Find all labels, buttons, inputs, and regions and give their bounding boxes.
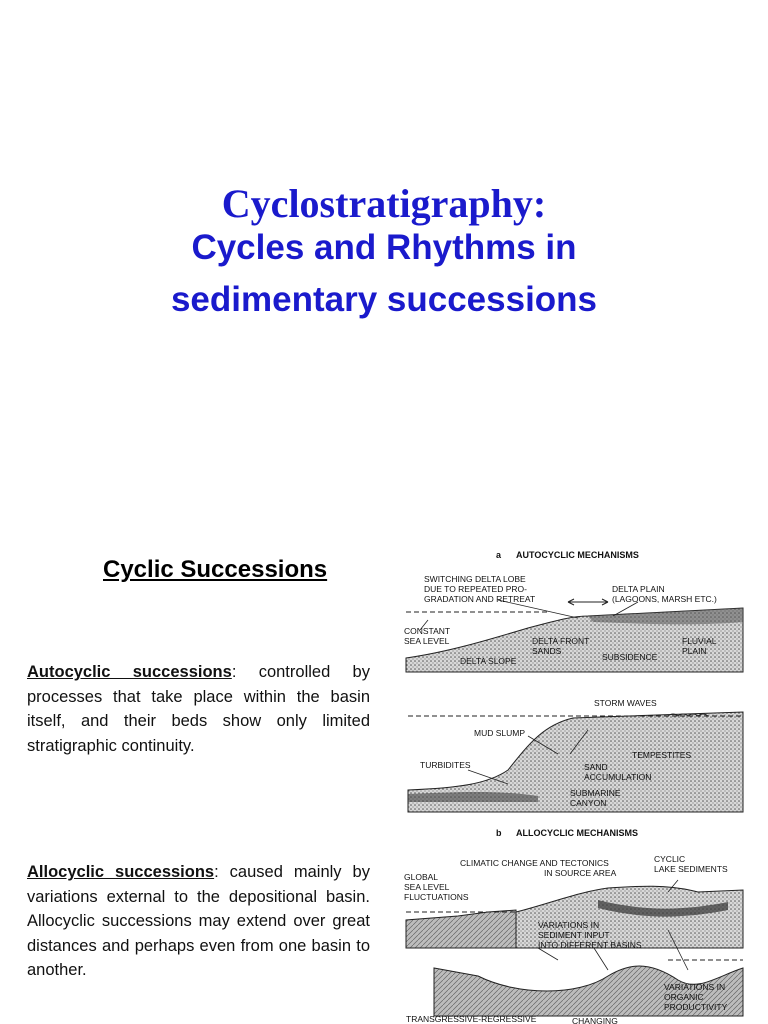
label-variations-3: INTO DIFFERENT BASINS xyxy=(538,940,642,950)
autocyclic-text: : controlled by processes that take place within the basin itself, and their beds show only limited stratigraphic continuity. xyxy=(27,663,370,755)
label-organic-3: PRODUCTIVITY xyxy=(664,1002,728,1012)
label-sand-1: SAND xyxy=(584,762,608,772)
label-sand-2: ACCUMULATION xyxy=(584,772,652,782)
delta-plain-layer xyxy=(588,608,743,624)
slide-title-line-1: Cyclostratigraphy: xyxy=(221,181,547,226)
label-global-2: SEA LEVEL xyxy=(404,882,450,892)
slide-title-line-2: Cycles and Rhythms in xyxy=(191,228,577,267)
label-turbidites: TURBIDITES xyxy=(420,760,471,770)
panel-b-letter: b xyxy=(496,828,502,838)
allocyclic-text: : caused mainly by variations external to the depositional basin. Allocyclic successions may extend over great distances and perhaps even from one basin to another. xyxy=(27,863,370,979)
label-mud-slump: MUD SLUMP xyxy=(474,728,526,738)
slide-title-line-3: sedimentary successions xyxy=(170,280,598,319)
label-tempestites: TEMPESTITES xyxy=(632,750,692,760)
label-switching-2: DUE TO REPEATED PRO- xyxy=(424,584,527,594)
label-constant-2: SEA LEVEL xyxy=(404,636,450,646)
label-subsidence: SUBSIDENCE xyxy=(602,652,658,662)
label-submarine-1: SUBMARINE xyxy=(570,788,621,798)
label-fluvial-1: FLUVIAL xyxy=(682,636,717,646)
label-fluvial-2: PLAIN xyxy=(682,646,707,656)
allocyclic-paragraph xyxy=(27,860,370,983)
allocyclic-term: Allocyclic successions xyxy=(27,863,215,881)
label-delta-front-2: SANDS xyxy=(532,646,562,656)
label-switching-1: SWITCHING DELTA LOBE xyxy=(424,574,526,584)
label-delta-plain-2: (LAGOONS, MARSH ETC.) xyxy=(612,594,717,604)
basin-1-shape xyxy=(406,910,516,948)
label-organic-1: VARIATIONS IN xyxy=(664,982,726,992)
switching-arrow-icon xyxy=(568,599,608,605)
label-delta-plain-1: DELTA PLAIN xyxy=(612,584,665,594)
label-cyclic-2: LAKE SEDIMENTS xyxy=(654,864,728,874)
autocyclic-term: Autocyclic successions xyxy=(27,663,232,681)
panel-a-letter: a xyxy=(496,550,502,560)
label-delta-slope: DELTA SLOPE xyxy=(460,656,517,666)
mechanisms-diagram xyxy=(398,540,750,1024)
label-constant-1: CONSTANT xyxy=(404,626,451,636)
label-climatic-2: IN SOURCE AREA xyxy=(544,868,617,878)
autocyclic-paragraph xyxy=(27,660,370,758)
label-delta-front-1: DELTA FRONT xyxy=(532,636,590,646)
panel-b-heading: ALLOCYCLIC MECHANISMS xyxy=(516,828,638,838)
label-storm-waves: STORM WAVES xyxy=(594,698,657,708)
label-cyclic-1: CYCLIC xyxy=(654,854,686,864)
panel-a-heading: AUTOCYCLIC MECHANISMS xyxy=(516,550,639,560)
label-switching-3: GRADATION AND RETREAT xyxy=(424,594,536,604)
label-organic-2: ORGANIC xyxy=(664,992,704,1002)
label-global-3: FLUCTUATIONS xyxy=(404,892,469,902)
label-climatic-1: CLIMATIC CHANGE AND TECTONICS xyxy=(460,858,609,868)
label-variations-2: SEDIMENT INPUT xyxy=(538,930,610,940)
label-changing: CHANGING xyxy=(572,1016,618,1024)
label-variations-1: VARIATIONS IN xyxy=(538,920,600,930)
section-heading: Cyclic Successions xyxy=(103,556,328,583)
label-submarine-2: CANYON xyxy=(570,798,607,808)
label-global-1: GLOBAL xyxy=(404,872,439,882)
mechanisms-figure xyxy=(398,540,750,1024)
label-transgressive: TRANSGRESSIVE-REGRESSIVE xyxy=(406,1014,537,1024)
